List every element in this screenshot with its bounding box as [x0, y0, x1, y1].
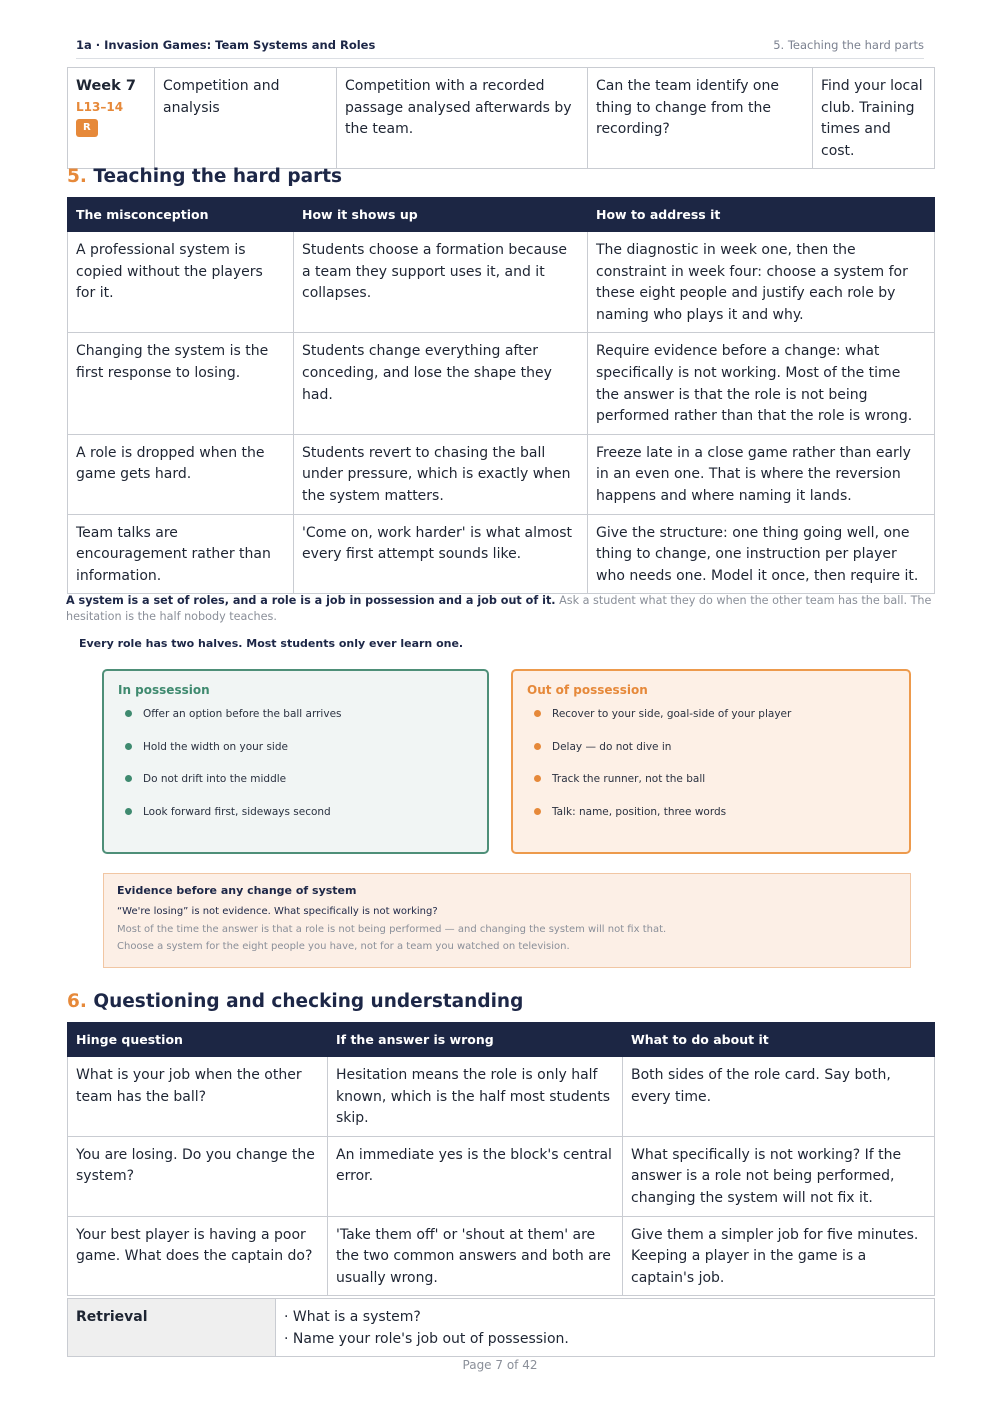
in-possession-card — [102, 669, 489, 854]
table-row — [68, 514, 935, 594]
misconceptions-table — [67, 197, 935, 594]
document-title: 1a · Invasion Games: Team Systems and Roles — [76, 38, 376, 52]
table-cell: Your best player is having a poor game. What does the captain do? — [68, 1216, 328, 1296]
table-cell: What is your job when the other team has the ball? — [68, 1057, 328, 1137]
list-item: Look forward first, sideways second — [125, 805, 342, 838]
table-cell: Students change everything after conceding, and lose the shape they had. — [294, 333, 588, 434]
table-cell: 'Come on, work harder' is what almost every first attempt sounds like. — [294, 514, 588, 594]
table-cell: Team talks are encouragement rather than information. — [68, 514, 294, 594]
list-item: Talk: name, position, three words — [534, 805, 791, 838]
list-item: Track the runner, not the ball — [534, 772, 791, 805]
page-number: Page 7 of 42 — [462, 1358, 538, 1372]
table-cell: You are losing. Do you change the system? — [68, 1136, 328, 1216]
home-cell: Find your local club. Training times and cost. — [813, 68, 935, 169]
retrieval-items — [276, 1299, 935, 1357]
list-item: Delay — do not dive in — [534, 740, 791, 773]
column-header: How it shows up — [294, 198, 588, 232]
out-of-possession-title: Out of possession — [527, 683, 648, 697]
table-header-row — [68, 1023, 935, 1057]
running-header — [76, 38, 924, 59]
table-cell: Freeze late in a close game rather than early in an even one. That is where the reversion happens and where naming it lands. — [588, 434, 935, 514]
evidence-title: Evidence before any change of system — [117, 884, 357, 897]
bullet-icon — [534, 710, 541, 717]
bullet-icon — [125, 710, 132, 717]
evidence-line: “We're losing” is not evidence. What specifically is not working? — [117, 906, 438, 917]
column-header: What to do about it — [623, 1023, 935, 1057]
evidence-callout — [103, 873, 911, 968]
table-cell: A role is dropped when the game gets hard. — [68, 434, 294, 514]
list-item: Offer an option before the ball arrives — [125, 707, 342, 740]
table-row — [68, 1136, 935, 1216]
table-cell: The diagnostic in week one, then the constraint in week four: choose a system for these eight people and justify each role by naming who plays it and why. — [588, 232, 935, 333]
section-label: 5. Teaching the hard parts — [773, 38, 924, 52]
bullet-icon — [125, 743, 132, 750]
evidence-line: Choose a system for the eight people you have, not for a team you watched on television. — [117, 941, 570, 952]
column-header: How to address it — [588, 198, 935, 232]
section-heading-6: 6. Questioning and checking understanding — [67, 991, 524, 1012]
table-cell: Changing the system is the first response to losing. — [68, 333, 294, 434]
table-cell: An immediate yes is the block's central error. — [328, 1136, 623, 1216]
out-of-possession-list — [534, 707, 791, 837]
in-possession-list — [125, 707, 342, 837]
roles-caption: Every role has two halves. Most students only ever learn one. — [79, 637, 464, 650]
bullet-icon — [534, 808, 541, 815]
table-cell: Require evidence before a change: what specifically is not working. Most of the time the answer is that the role is not being performed rather than that the role is wrong. — [588, 333, 935, 434]
table-cell: A professional system is copied without the players for it. — [68, 232, 294, 333]
focus-cell: Competition and analysis — [155, 68, 337, 169]
retrieval-item: · Name your role's job out of possession. — [284, 1330, 569, 1347]
retrieval-label: Retrieval — [68, 1299, 276, 1357]
week-cell — [68, 68, 155, 169]
evidence-line: Most of the time the answer is that a role is not being performed — and changing the system will not fix that. — [117, 924, 667, 935]
table-cell: Give the structure: one thing going well, one thing to change, one instruction per player who needs one. Model it once, then require it. — [588, 514, 935, 594]
activity-cell: Competition with a recorded passage analysed afterwards by the team. — [337, 68, 588, 169]
week-lessons: L13–14 — [76, 99, 124, 114]
table-cell: Hesitation means the role is only half known, which is the half most students skip. — [328, 1057, 623, 1137]
in-possession-title: In possession — [118, 683, 210, 697]
system-note: A system is a set of roles, and a role is a job in possession and a job out of it. Ask a student what they do when the other team has the ball. The hesitation is the half nobody teaches. — [66, 594, 932, 623]
out-of-possession-card — [511, 669, 911, 854]
column-header: Hinge question — [68, 1023, 328, 1057]
table-cell: What specifically is not working? If the answer is a role not being performed, changing the system will not fix it. — [623, 1136, 935, 1216]
retrieval-item: · What is a system? — [284, 1309, 421, 1325]
table-cell: 'Take them off' or 'shout at them' are the two common answers and both are usually wrong. — [328, 1216, 623, 1296]
section-heading-5: 5. Teaching the hard parts — [67, 166, 343, 187]
bullet-icon — [125, 808, 132, 815]
column-header: The misconception — [68, 198, 294, 232]
retrieval-table — [67, 1298, 935, 1357]
column-header: If the answer is wrong — [328, 1023, 623, 1057]
hinge-questions-table — [67, 1022, 935, 1296]
table-cell: Students revert to chasing the ball under pressure, which is exactly when the system matters. — [294, 434, 588, 514]
table-row — [68, 232, 935, 333]
table-row — [68, 1216, 935, 1296]
table-cell: Give them a simpler job for five minutes. Keeping a player in the game is a captain's job. — [623, 1216, 935, 1296]
list-item: Do not drift into the middle — [125, 772, 342, 805]
table-row — [68, 434, 935, 514]
list-item: Recover to your side, goal-side of your player — [534, 707, 791, 740]
table-cell: Both sides of the role card. Say both, every time. — [623, 1057, 935, 1137]
bullet-icon — [125, 775, 132, 782]
table-row — [68, 1057, 935, 1137]
week-plan-table — [67, 67, 935, 169]
check-cell: Can the team identify one thing to change from the recording? — [588, 68, 813, 169]
week-title: Week 7 — [76, 78, 136, 94]
table-row — [68, 1299, 935, 1357]
list-item: Hold the width on your side — [125, 740, 342, 773]
table-header-row — [68, 198, 935, 232]
retrieval-badge: R — [76, 119, 98, 137]
table-row — [68, 68, 935, 169]
table-cell: Students choose a formation because a team they support uses it, and it collapses. — [294, 232, 588, 333]
bullet-icon — [534, 743, 541, 750]
table-row — [68, 333, 935, 434]
bullet-icon — [534, 775, 541, 782]
